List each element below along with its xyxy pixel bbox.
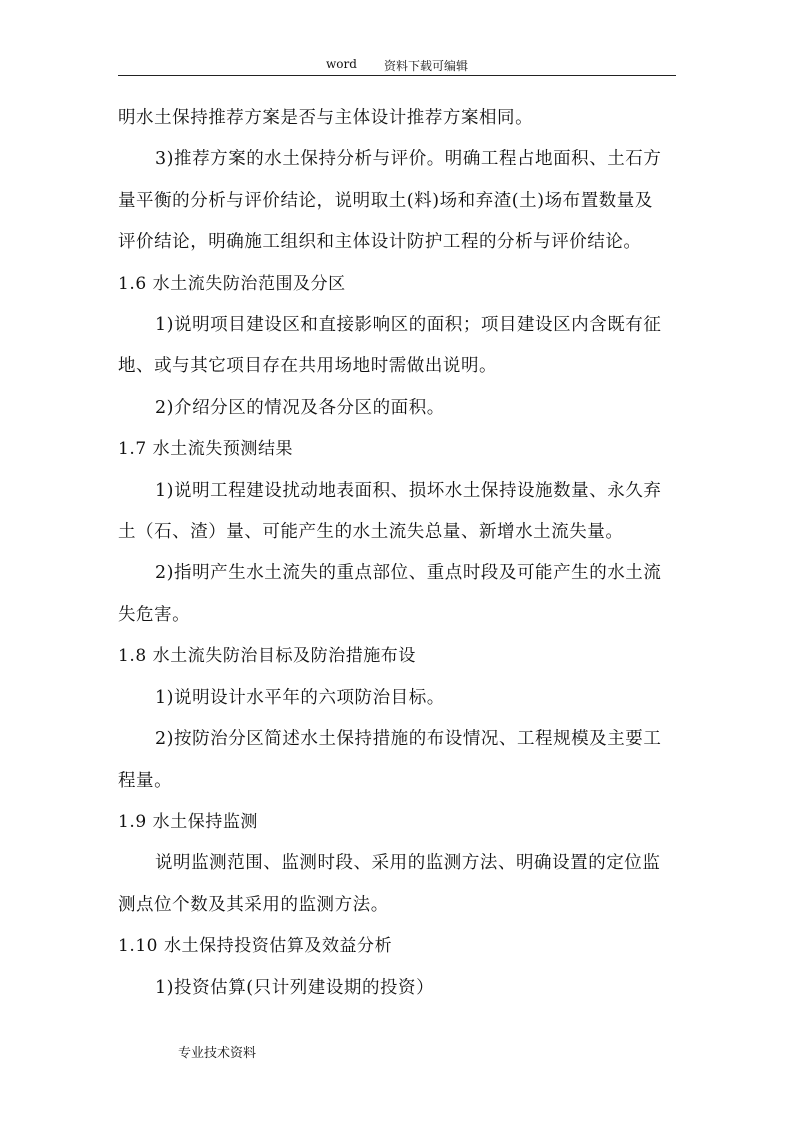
- document-body: [118, 98, 678, 1009]
- header-word-label: word: [326, 57, 357, 71]
- paragraph-line: 地、或与其它项目存在共用场地时需做出说明。: [118, 356, 498, 377]
- paragraph-line: 失危害。: [118, 604, 191, 625]
- page-footer: 专业技术资料: [178, 1046, 257, 1061]
- paragraph-line: 1)说明工程建设扰动地表面积、损坏水土保持设施数量、永久弃: [155, 480, 662, 501]
- paragraph-line: 量平衡的分析与评价结论，说明取土(料)场和弃渣(土)场布置数量及: [118, 190, 653, 211]
- paragraph-line: 明水土保持推荐方案是否与主体设计推荐方案相同。: [118, 108, 534, 128]
- page-header: [118, 56, 676, 76]
- paragraph-line: 2)指明产生水土流失的重点部位、重点时段及可能产生的水土流: [155, 563, 662, 584]
- paragraph-line: 1)说明项目建设区和直接影响区的面积；项目建设区内含既有征: [155, 315, 662, 336]
- paragraph-line: 1)投资估算(只计列建设期的投资）: [155, 977, 435, 998]
- paragraph-line: 2)介绍分区的情况及各分区的面积。: [155, 397, 445, 418]
- section-heading: 1.10 水土保持投资估算及效益分析: [118, 936, 393, 957]
- paragraph-line: 说明监测范围、监测时段、采用的监测方法、明确设置的定位监: [155, 853, 661, 874]
- header-editable-label: 资料下载可编辑: [384, 59, 469, 73]
- section-heading: 1.9 水土保持监测: [118, 811, 258, 832]
- paragraph-line: 3)推荐方案的水土保持分析与评价。明确工程占地面积、土石方: [155, 149, 662, 170]
- paragraph-line: 2)按防治分区简述水土保持措施的布设情况、工程规模及主要工: [155, 729, 662, 750]
- paragraph-line: 测点位个数及其采用的监测方法。: [118, 894, 389, 915]
- paragraph-line: 程量。: [118, 770, 173, 791]
- paragraph-line: 土（石、渣）量、可能产生的水土流失总量、新增水土流失量。: [118, 522, 624, 543]
- section-heading: 1.8 水土流失防治目标及防治措施布设: [118, 646, 416, 667]
- paragraph-line: 1)说明设计水平年的六项防治目标。: [155, 687, 445, 708]
- section-heading: 1.6 水土流失防治范围及分区: [118, 273, 346, 294]
- section-heading: 1.7 水土流失预测结果: [118, 439, 294, 460]
- paragraph-line: 评价结论，明确施工组织和主体设计防护工程的分析与评价结论。: [118, 232, 642, 253]
